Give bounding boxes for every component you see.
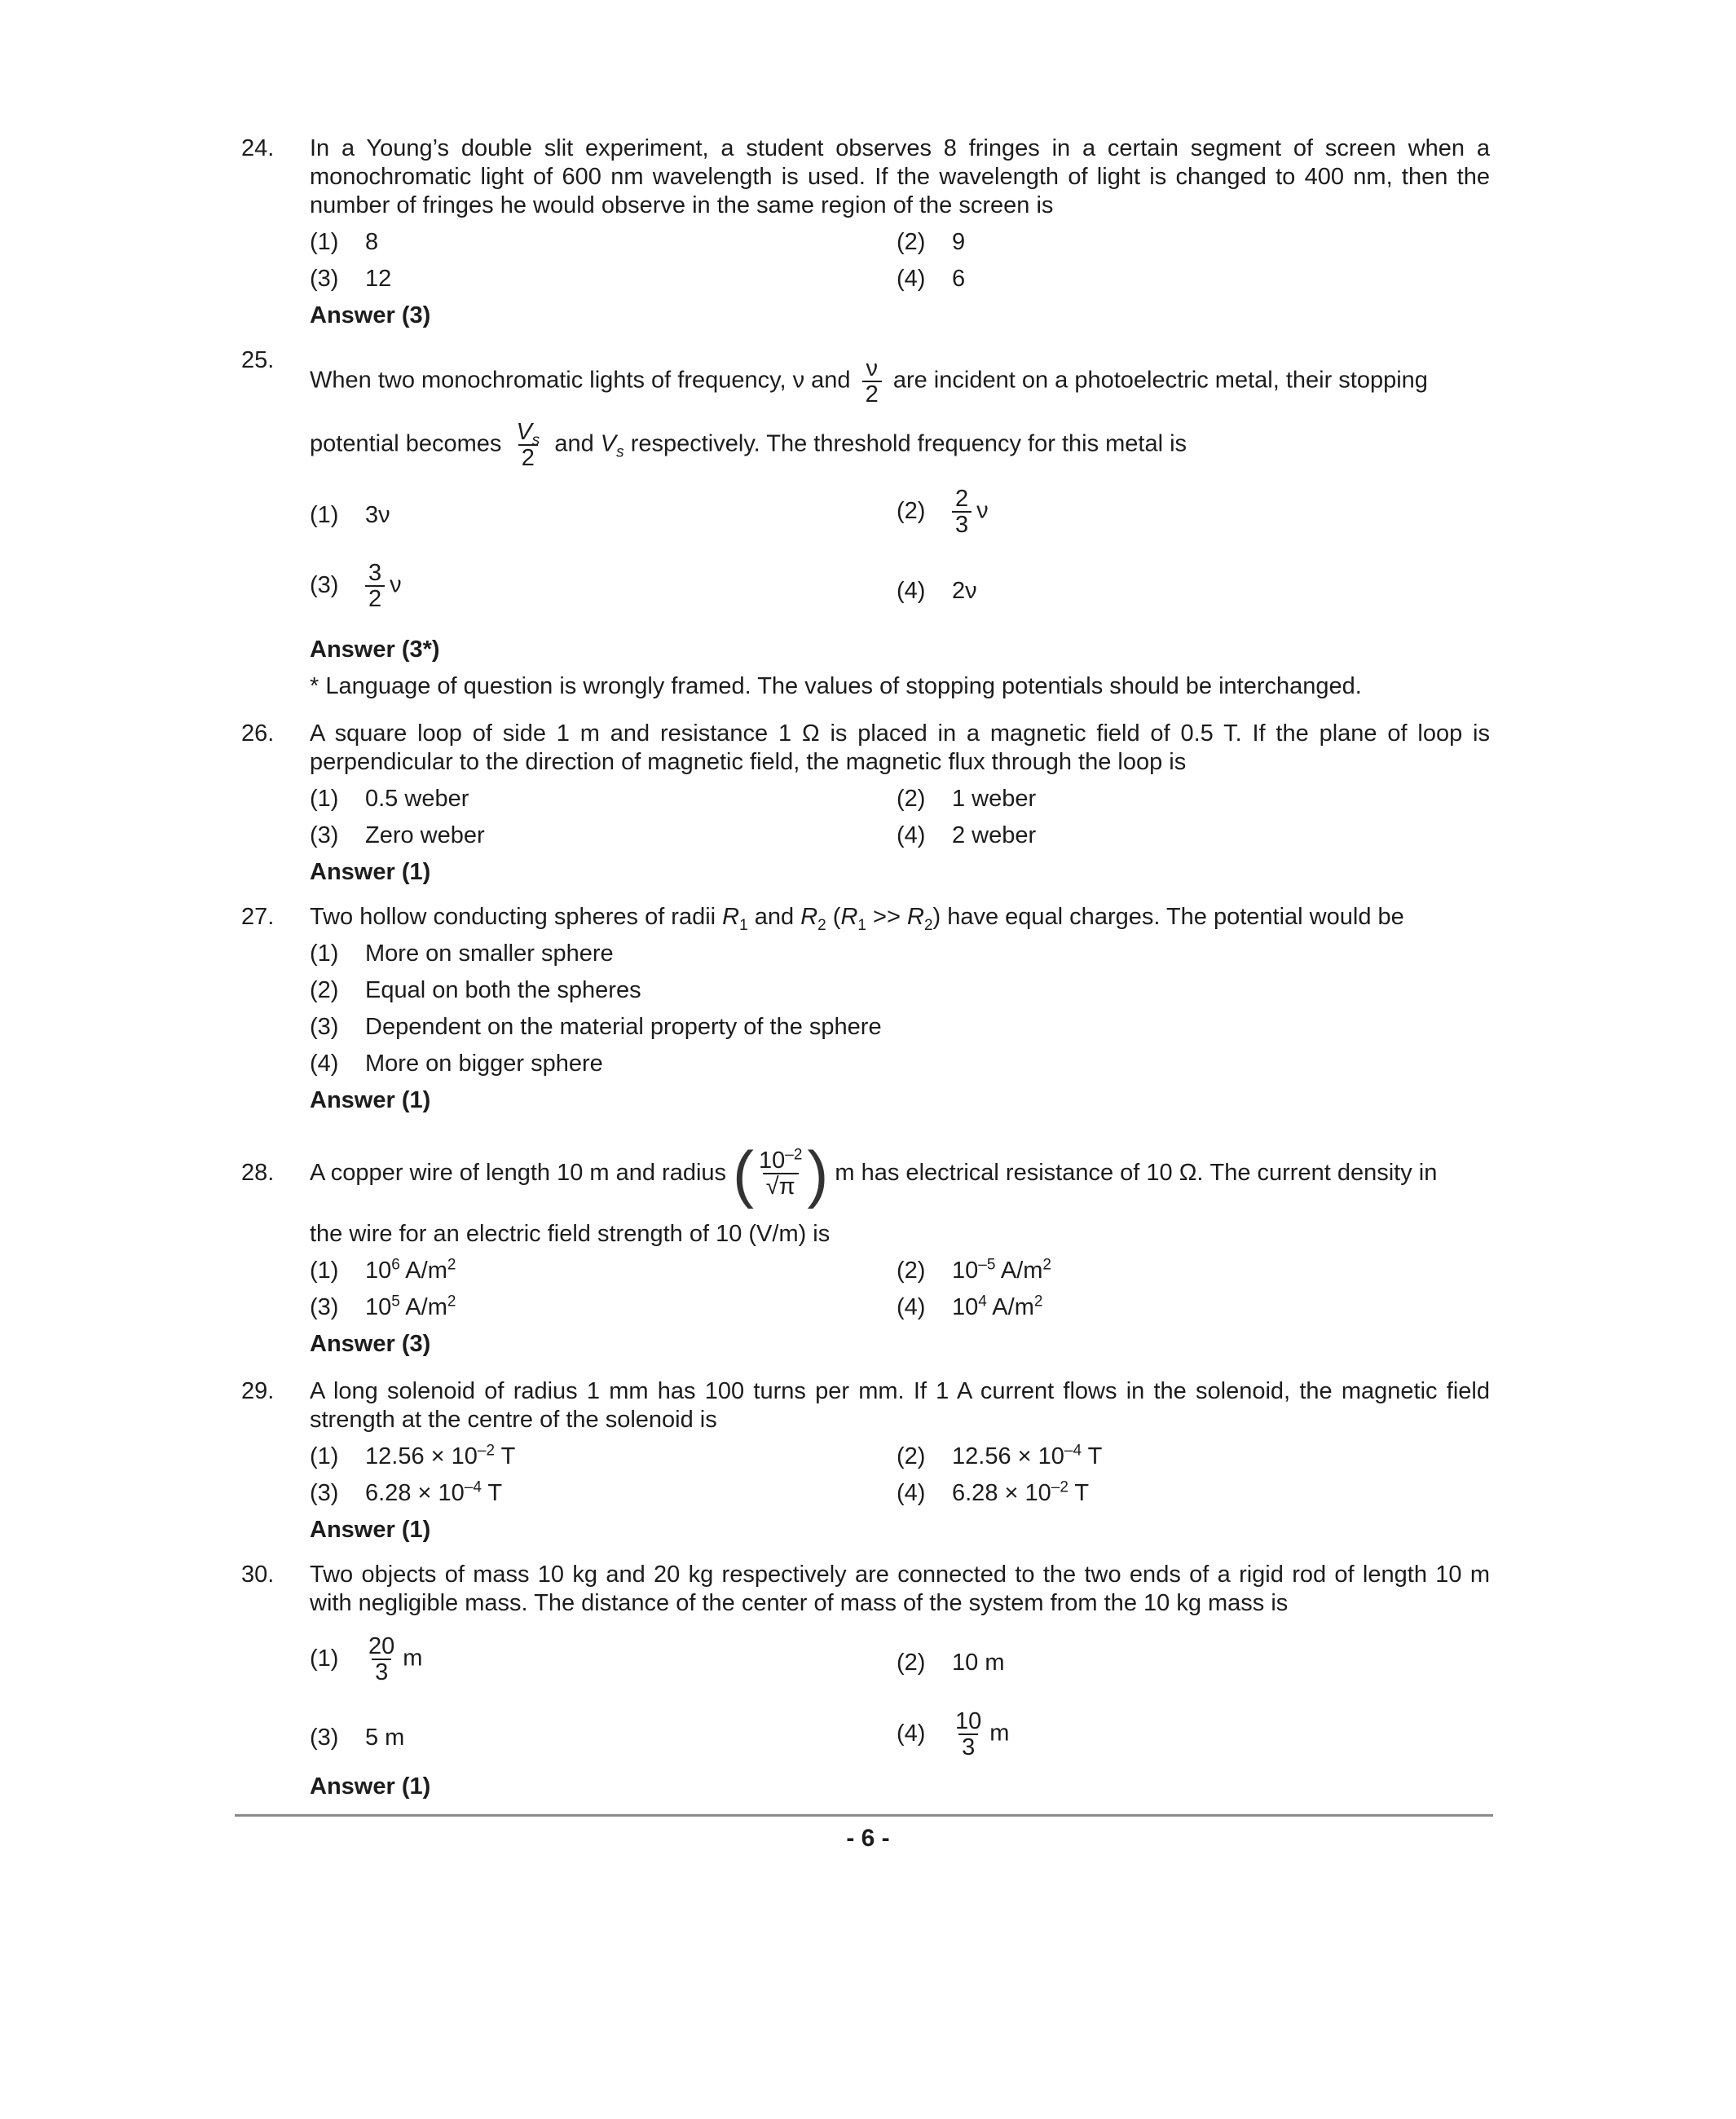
question-text: In a Young’s double slit experiment, a student observes 8 fringes in a certain segment of screen when a monochromatic light of 600 nm wavelength is used. If the wavelength of light is changed to 400 nm, then the number of fringes he would observe in the same region of the screen is: [310, 135, 1490, 218]
option-1: (1) 3ν: [310, 502, 390, 528]
option-3: (3) 5 m: [310, 1725, 405, 1751]
option-4: (4) 6: [897, 266, 966, 292]
question-number: 27.: [241, 904, 275, 930]
option-4: (4) $\frac{10}{3}$ m: [897, 1708, 1010, 1760]
question-number: 28.: [241, 1160, 275, 1186]
answer: Answer (1): [310, 1517, 431, 1543]
question-line-2: potential becomes $\frac{V_s}{2}$ and $V_s$ respectively. The threshold frequency for this metal is: [310, 419, 1187, 471]
answer: Answer (1): [310, 1773, 431, 1800]
question-number: 25.: [241, 347, 275, 373]
option-2: (2) 9: [897, 229, 966, 255]
option-4: (4) 2 weber: [897, 822, 1037, 848]
option-2: (2) 10 m: [897, 1650, 1005, 1676]
option-2: (2) $12.56 \times 10^{-4}$ T: [897, 1442, 1103, 1469]
option-1: (1) $12.56 \times 10^{-2}$ T: [310, 1442, 516, 1469]
answer-note: * Language of question is wrongly framed. The values of stopping potentials should be interchanged.: [310, 673, 1362, 699]
answer: Answer (3*): [310, 637, 440, 663]
page-number: - 6 -: [846, 1825, 890, 1852]
option-3: (3) Zero weber: [310, 822, 485, 848]
option-1: (1) 8: [310, 229, 379, 255]
question-text: A long solenoid of radius 1 mm has 100 turns per mm. If 1 A current flows in the solenoid, the magnetic field strength at the centre of the solenoid is: [310, 1378, 1490, 1433]
option-1: (1) 0.5 weber: [310, 786, 469, 812]
option-2: (2) 1 weber: [897, 786, 1037, 812]
question-line-2: the wire for an electric field strength of 10 (V/m) is: [310, 1221, 831, 1247]
fraction-vs-over-2: $\frac{V_s}{2}$: [516, 419, 540, 471]
option-4: (4) $10^4$ $A/m^2$: [897, 1293, 1043, 1320]
option-3: (3) Dependent on the material property of the sphere: [310, 1014, 882, 1040]
option-4: (4) $6.28 \times 10^{-2}$ T: [897, 1478, 1090, 1506]
answer: Answer (1): [310, 859, 431, 885]
option-1: (1) $\frac{20}{3}$ m: [310, 1633, 423, 1685]
option-2: (2) $10^{-5}$ $A/m^2$: [897, 1256, 1051, 1284]
option-3: (3) $6.28 \times 10^{-4}$ T: [310, 1478, 503, 1506]
option-3: (3) 12: [310, 266, 392, 292]
question-text: Two objects of mass 10 kg and 20 kg respectively are connected to the two ends of a rigid rod of length 10 m with negligible mass. The distance of the center of mass of the system from the 10 kg mass is: [310, 1562, 1490, 1616]
option-2: (2) $\frac{2}{3}$ ν: [897, 486, 989, 538]
question-number: 24.: [241, 135, 275, 161]
question-number: 30.: [241, 1562, 275, 1588]
answer: Answer (3): [310, 1331, 431, 1357]
radius-expression: ( $\frac{10^{-2}}{√\pi}$ ): [733, 1137, 829, 1209]
option-1: (1) More on smaller sphere: [310, 941, 614, 967]
question-number: 26.: [241, 720, 275, 747]
option-3: (3) $\frac{3}{2}$ ν: [310, 560, 402, 612]
option-2: (2) Equal on both the spheres: [310, 977, 641, 1003]
option-4: (4) 2ν: [897, 578, 977, 604]
question-line-1: When two monochromatic lights of frequency, ν and $\frac{\nu}{2}$ are incident on a photoelectric metal, their stopping: [310, 355, 1428, 408]
answer: Answer (1): [310, 1087, 431, 1113]
fraction-nu-over-2: $\frac{\nu}{2}$: [862, 356, 882, 407]
answer: Answer (3): [310, 302, 431, 328]
footer-rule: [235, 1814, 1493, 1817]
option-1: (1) $10^6$ $A/m^2$: [310, 1256, 456, 1284]
option-4: (4) More on bigger sphere: [310, 1051, 603, 1077]
question-text: A square loop of side 1 m and resistance 1 Ω is placed in a magnetic field of 0.5 T. If the plane of loop is perpendicular to the direction of magnetic field, the magnetic flux through the loop is: [310, 720, 1490, 775]
question-text: Two hollow conducting spheres of radii $R_1$ and $R_2$ $(R_1 >> R_2)$ have equal charges. The potential would be: [310, 904, 1404, 934]
question-number: 29.: [241, 1378, 275, 1404]
question-line-1: A copper wire of length 10 m and radius ( $\frac{10^{-2}}{√\pi}$ ) m has electrical resistance of 10 Ω. The current density in: [310, 1137, 1438, 1209]
option-3: (3) $10^5$ $A/m^2$: [310, 1293, 456, 1320]
